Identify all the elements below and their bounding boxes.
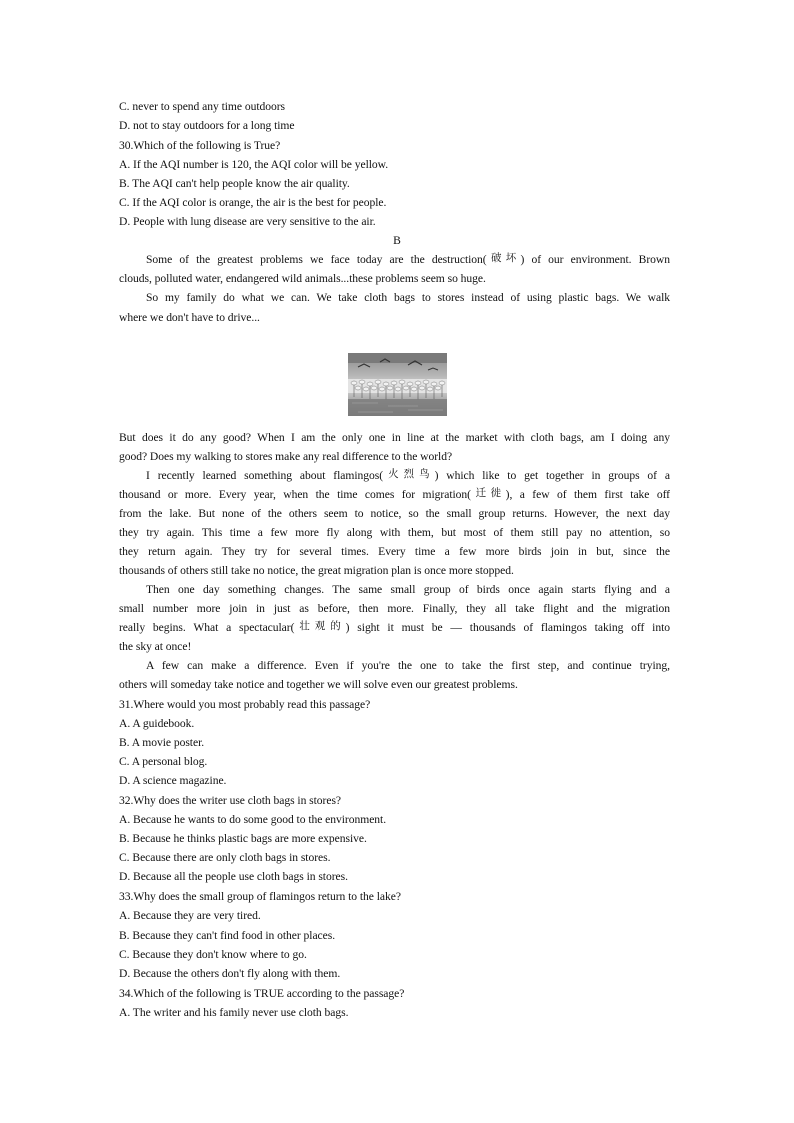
passage-line: Then one day something changes. The same small group of birds once again starts flying and a <box>146 583 670 596</box>
q32-option-d: D. Because all the people use cloth bags in stores. <box>119 870 348 883</box>
passage-line: small number more join in just as before, then more. Finally, they all take flight and the migration <box>119 602 670 615</box>
q30-option-a: A. If the AQI number is 120, the AQI color will be yellow. <box>119 158 389 171</box>
passage-line: good? Does my walking to stores make any real difference to the world? <box>119 450 453 463</box>
q30-option-d: D. People with lung disease are very sensitive to the air. <box>119 215 376 228</box>
chinese-gloss: 火烈鸟 <box>383 468 435 480</box>
passage-label: B <box>393 234 401 247</box>
passage-line: really begins. What a spectacular(壮观的) sight it must be — thousands of flamingos taking off into <box>119 620 670 634</box>
q33-option-c: C. Because they don't know where to go. <box>119 948 307 961</box>
q34-question: 34.Which of the following is TRUE according to the passage? <box>119 987 405 1000</box>
passage-line: So my family do what we can. We take cloth bags to stores instead of using plastic bags. We walk <box>146 291 670 304</box>
passage-line: But does it do any good? When I am the only one in line at the market with cloth bags, am I doing any <box>119 431 670 444</box>
q34-option-a: A. The writer and his family never use cloth bags. <box>119 1006 349 1019</box>
q31-option-a: A. A guidebook. <box>119 717 195 730</box>
q32-question: 32.Why does the writer use cloth bags in stores? <box>119 794 342 807</box>
chinese-gloss: 迁徙 <box>470 487 506 499</box>
passage-line: where we don't have to drive... <box>119 311 260 324</box>
passage-line: A few can make a difference. Even if you're the one to take the first step, and continue trying, <box>146 659 670 672</box>
passage-line: thousands of others still take no notice, the great migration plan is once more stopped. <box>119 564 514 577</box>
passage-line: others will someday take notice and together we will solve even our greatest problems. <box>119 678 518 691</box>
q32-option-b: B. Because he thinks plastic bags are more expensive. <box>119 832 367 845</box>
q32-option-c: C. Because there are only cloth bags in stores. <box>119 851 331 864</box>
q29-option-d: D. not to stay outdoors for a long time <box>119 119 295 132</box>
flamingo-photo <box>348 353 447 416</box>
passage-line: they return again. They try for several times. Every time a few more birds join in but, since the <box>119 545 670 558</box>
q33-option-b: B. Because they can't find food in other places. <box>119 929 336 942</box>
q33-option-a: A. Because they are very tired. <box>119 909 261 922</box>
passage-line: from the lake. But none of the others seem to notice, so the small group returns. However, the next day <box>119 507 670 520</box>
chinese-gloss: 壮观的 <box>294 620 346 632</box>
q30-option-c: C. If the AQI color is orange, the air is the best for people. <box>119 196 387 209</box>
q30-question: 30.Which of the following is True? <box>119 139 281 152</box>
passage-line: clouds, polluted water, endangered wild animals...these problems seem so huge. <box>119 272 486 285</box>
passage-line: the sky at once! <box>119 640 192 653</box>
q31-question: 31.Where would you most probably read this passage? <box>119 698 371 711</box>
q29-option-c: C. never to spend any time outdoors <box>119 100 286 113</box>
q33-option-d: D. Because the others don't fly along with them. <box>119 967 341 980</box>
q33-question: 33.Why does the small group of flamingos return to the lake? <box>119 890 401 903</box>
q31-option-c: C. A personal blog. <box>119 755 208 768</box>
passage-line: Some of the greatest problems we face today are the destruction(破坏) of our environment. Brown <box>146 252 670 266</box>
q30-option-b: B. The AQI can't help people know the air quality. <box>119 177 350 190</box>
q32-option-a: A. Because he wants to do some good to the environment. <box>119 813 387 826</box>
passage-line: they try again. This time a few more fly along with them, but most of them still pay no attention, so <box>119 526 670 539</box>
q31-option-b: B. A movie poster. <box>119 736 205 749</box>
q31-option-d: D. A science magazine. <box>119 774 227 787</box>
passage-line: I recently learned something about flamingos(火烈鸟) which like to get together in groups of a <box>146 468 670 482</box>
passage-line: thousand or more. Every year, when the time comes for migration(迁徙), a few of them first take off <box>119 487 670 501</box>
chinese-gloss: 破坏 <box>486 252 521 264</box>
